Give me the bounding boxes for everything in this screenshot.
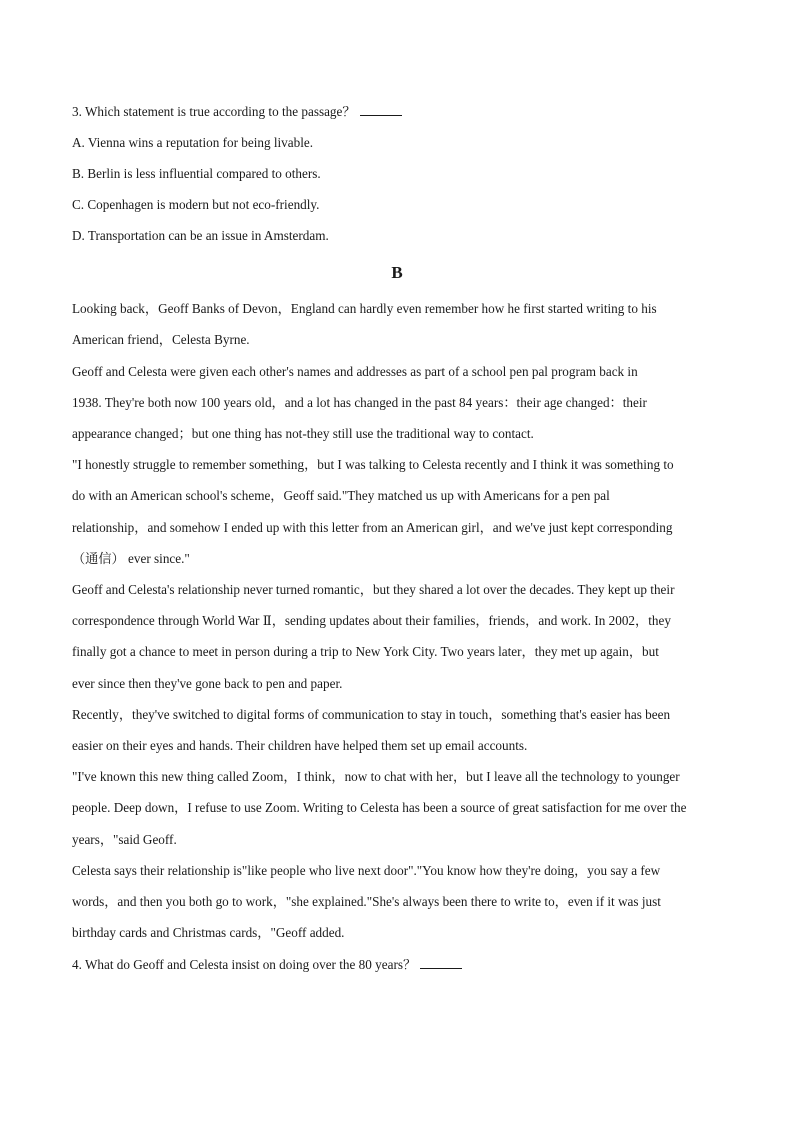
section-heading: B <box>391 263 403 282</box>
option-b: B. Berlin is less influential compared to others. <box>72 166 321 181</box>
passage-line: 1938. They're both now 100 years old，and a lot has changed in the past 84 years：their age changed：their <box>72 395 647 410</box>
question-3-prompt: 3. Which statement is true according to the passage？ <box>72 104 356 119</box>
passage-line: Looking back，Geoff Banks of Devon，England can hardly even remember how he first started writing to his <box>72 301 657 316</box>
passage-line: "I've known this new thing called Zoom，I think，now to chat with her，but I leave all the technology to younger <box>72 769 680 784</box>
passage-line: "I honestly struggle to remember something，but I was talking to Celesta recently and I think it was something to <box>72 457 674 472</box>
answer-blank <box>420 957 462 969</box>
question-4 <box>72 957 462 973</box>
passage-line: （通信） ever since." <box>72 551 190 566</box>
passage-line: ever since then they've gone back to pen and paper. <box>72 676 343 691</box>
passage-line: appearance changed；but one thing has not-they still use the traditional way to contact. <box>72 426 534 441</box>
passage-line: years，"said Geoff. <box>72 832 177 847</box>
passage-line: words，and then you both go to work，"she explained."She's always been there to write to，even if it was just <box>72 894 661 909</box>
passage-line: Geoff and Celesta were given each other's names and addresses as part of a school pen pal program back in <box>72 364 638 379</box>
passage-line: Geoff and Celesta's relationship never turned romantic，but they shared a lot over the decades. They kept up their <box>72 582 675 597</box>
passage-line: finally got a chance to meet in person during a trip to New York City. Two years later，they met up again，but <box>72 644 659 659</box>
passage-line: Celesta says their relationship is"like people who live next door"."You know how they're doing，you say a few <box>72 863 661 878</box>
answer-blank <box>360 104 402 116</box>
option-d: D. Transportation can be an issue in Amsterdam. <box>72 228 329 243</box>
question-4-prompt: 4. What do Geoff and Celesta insist on doing over the 80 years？ <box>72 957 417 972</box>
option-a: A. Vienna wins a reputation for being livable. <box>72 135 314 150</box>
passage-line: American friend，Celesta Byrne. <box>72 332 250 347</box>
passage-line: Recently，they've switched to digital forms of communication to stay in touch，something that's easier has been <box>72 707 671 722</box>
passage-line: people. Deep down，I refuse to use Zoom. Writing to Celesta has been a source of great satisfaction for me over the <box>72 800 687 815</box>
passage-line: do with an American school's scheme，Geoff said."They matched us up with Americans for a pen pal <box>72 488 610 503</box>
passage-line: easier on their eyes and hands. Their children have helped them set up email accounts. <box>72 738 528 753</box>
passage-line: correspondence through World War Ⅱ，sending updates about their families，friends，and work. In 2002，they <box>72 613 671 628</box>
option-c: C. Copenhagen is modern but not eco-friendly. <box>72 197 320 212</box>
question-3 <box>72 104 402 120</box>
passage-line: birthday cards and Christmas cards，"Geoff added. <box>72 925 345 940</box>
passage-line: relationship，and somehow I ended up with this letter from an American girl，and we've just kept corresponding <box>72 520 673 535</box>
